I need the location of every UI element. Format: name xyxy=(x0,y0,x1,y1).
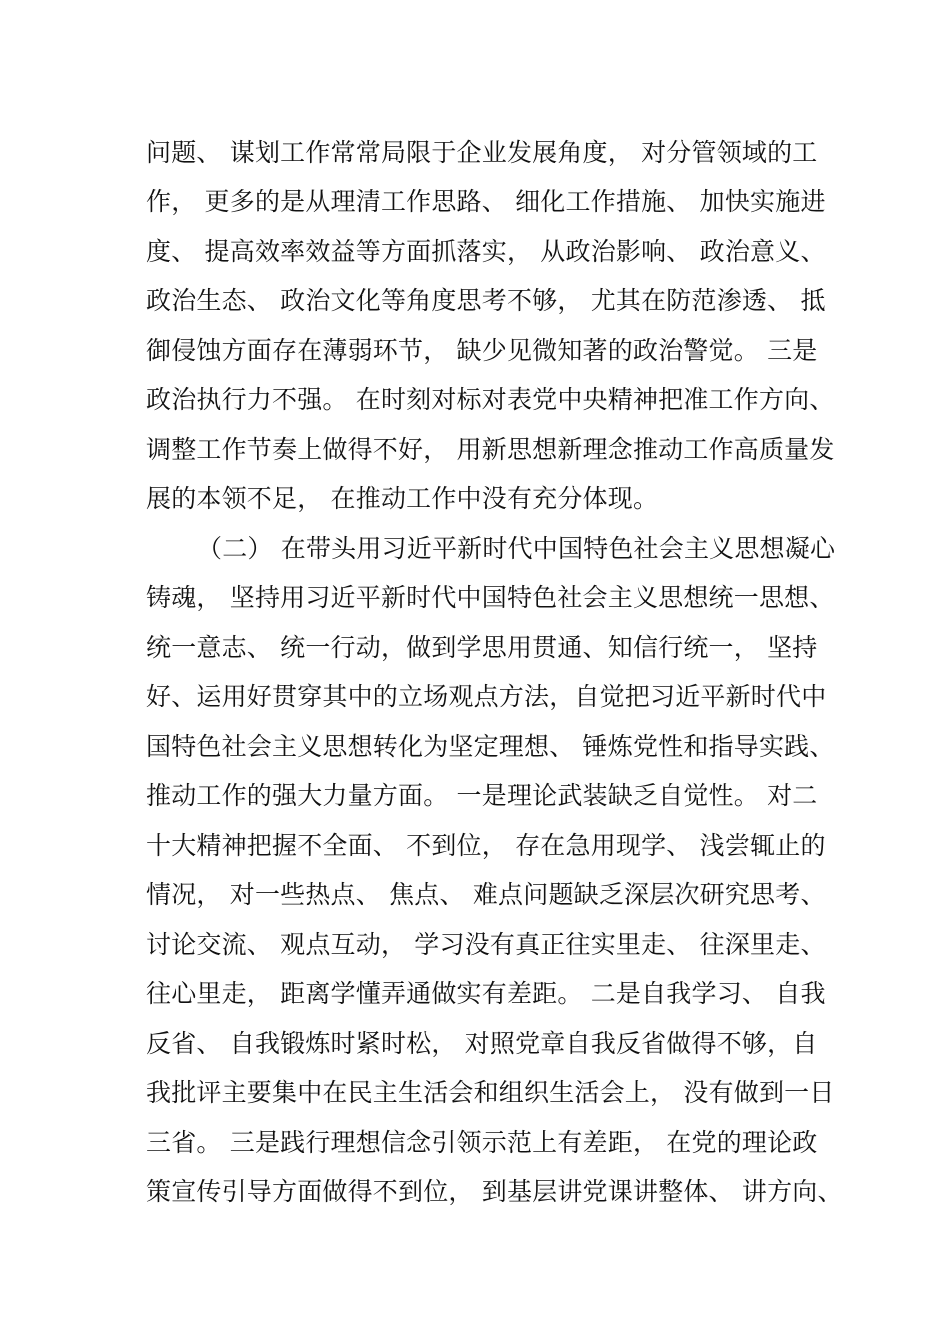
text-line: 推动工作的强大力量方面。 一是理论武装缺乏自觉性。 对二 xyxy=(146,781,818,810)
text-line: 政治生态、 政治文化等角度思考不够， 尤其在防范渗透、 抵 xyxy=(146,286,826,315)
text-line: 御侵蚀方面存在薄弱环节， 缺少见微知著的政治警觉。 三是 xyxy=(146,336,818,365)
text-line: 三省。 三是践行理想信念引领示范上有差距， 在党的理论政 xyxy=(146,1128,818,1157)
text-line: 调整工作节奏上做得不好， 用新思想新理念推动工作高质量发 xyxy=(146,435,835,464)
text-line: 好、运用好贯穿其中的立场观点方法，自觉把习近平新时代中 xyxy=(146,682,827,711)
text-line: 往心里走， 距离学懂弄通做实有差距。 二是自我学习、 自我 xyxy=(146,979,826,1008)
text-line: 策宣传引导方面做得不到位， 到基层讲党课讲整体、 讲方向、 xyxy=(146,1177,843,1206)
text-line: 讨论交流、 观点互动， 学习没有真正往实里走、 往深里走、 xyxy=(146,930,826,959)
section-heading-line: （二） 在带头用习近平新时代中国特色社会主义思想凝心 xyxy=(197,534,836,563)
text-line: 度、 提高效率效益等方面抓落实， 从政治影响、 政治意义、 xyxy=(146,237,826,266)
text-line: 统一意志、 统一行动，做到学思用贯通、知信行统一， 坚持 xyxy=(146,633,818,662)
text-line: 作， 更多的是从理清工作思路、 细化工作措施、 加快实施进 xyxy=(146,187,826,216)
text-line: 情况， 对一些热点、 焦点、 难点问题缺乏深层次研究思考、 xyxy=(146,880,826,909)
text-line: 反省、 自我锻炼时紧时松， 对照党章自我反省做得不够，自 xyxy=(146,1029,818,1058)
text-line: 问题、 谋划工作常常局限于企业发展角度， 对分管领域的工 xyxy=(146,138,818,167)
text-line: 我批评主要集中在民主生活会和组织生活会上， 没有做到一日 xyxy=(146,1078,835,1107)
text-line: 十大精神把握不全面、 不到位， 存在急用现学、 浅尝辄止的 xyxy=(146,831,826,860)
text-line: 政治执行力不强。 在时刻对标对表党中央精神把准工作方向、 xyxy=(146,385,835,414)
text-line: 国特色社会主义思想转化为坚定理想、 锤炼党性和指导实践、 xyxy=(146,732,835,761)
text-line: 铸魂， 坚持用习近平新时代中国特色社会主义思想统一思想、 xyxy=(146,583,835,612)
text-line: 展的本领不足， 在推动工作中没有充分体现。 xyxy=(146,484,659,513)
